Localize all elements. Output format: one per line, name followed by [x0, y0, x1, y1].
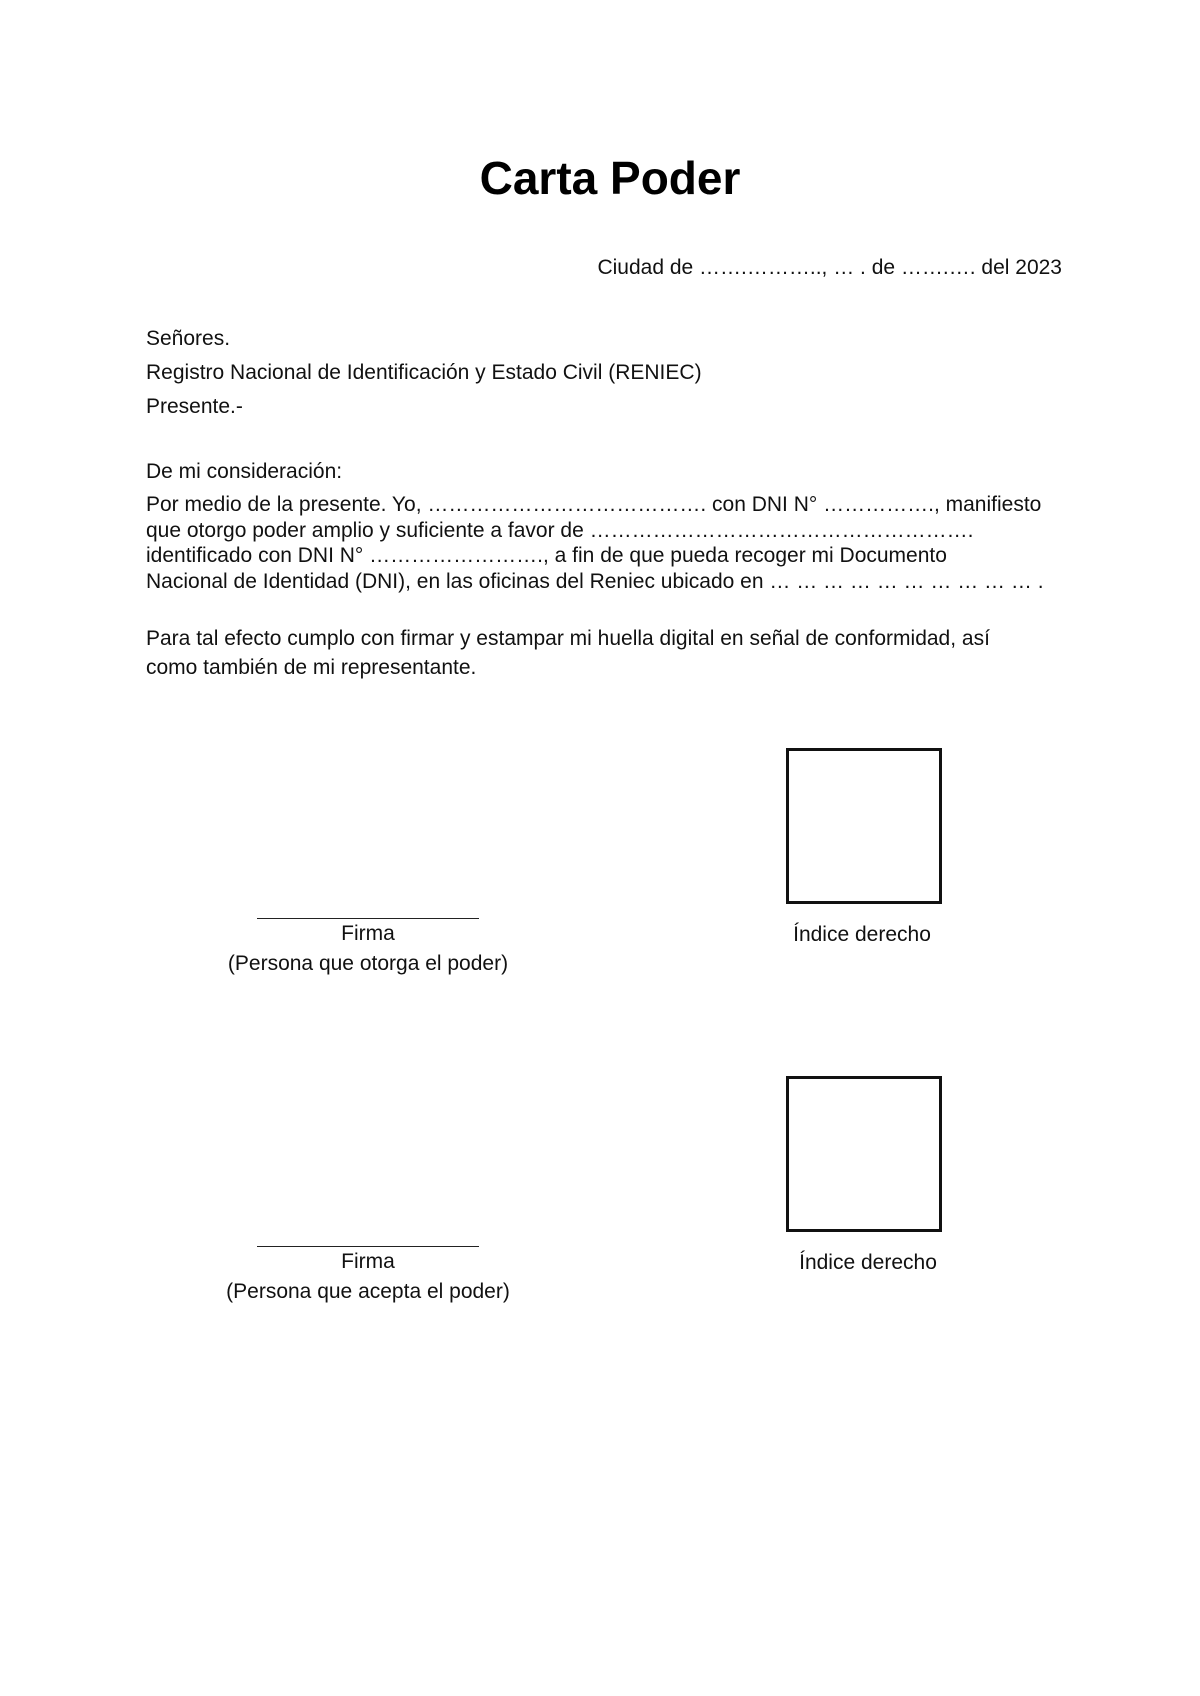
- addressee-line: Registro Nacional de Identificación y Estado Civil (RENIEC): [146, 361, 702, 384]
- signature-caption: (Persona que acepta el poder): [226, 1280, 510, 1303]
- signature-block-representative: [178, 1246, 558, 1307]
- addressee-block: [146, 322, 1066, 424]
- fingerprint-box: [786, 748, 942, 904]
- addressee-line: Presente.-: [146, 395, 243, 418]
- fingerprint-label: Índice derecho: [799, 1251, 937, 1274]
- closing-line: Para tal efecto cumplo con firmar y estampar mi huella digital en señal de conformidad, así: [146, 627, 990, 650]
- signature-caption: (Persona que otorga el poder): [227, 952, 509, 975]
- signature-label: Firma: [341, 922, 395, 945]
- closing-line: como también de mi representante.: [146, 656, 477, 679]
- signature-label: Firma: [341, 1250, 395, 1273]
- signature-block-grantor: [178, 918, 558, 979]
- body-line: que otorgo poder amplio y suficiente a favor de ……………………………………………….: [146, 518, 974, 542]
- document-title: Carta Poder: [479, 152, 741, 204]
- greeting: De mi consideración:: [146, 460, 343, 483]
- closing-paragraph: [146, 624, 1066, 682]
- addressee-line: Señores.: [146, 327, 231, 350]
- body-paragraph: [146, 492, 1066, 594]
- fingerprint-box: [786, 1076, 942, 1232]
- body-line: identificado con DNI N° ……………………., a fin de que pueda recoger mi Documento: [146, 544, 947, 567]
- date-line: Ciudad de …….……….., … . de …….…. del 2023: [597, 256, 1062, 279]
- fingerprint-label: Índice derecho: [793, 923, 931, 946]
- body-line: Por medio de la presente. Yo, …………………………………. con DNI N° ……………., manifiesto: [146, 493, 1042, 516]
- body-line: Nacional de Identidad (DNI), en las oficinas del Reniec ubicado en … … … … … … … … … … .: [146, 569, 1044, 593]
